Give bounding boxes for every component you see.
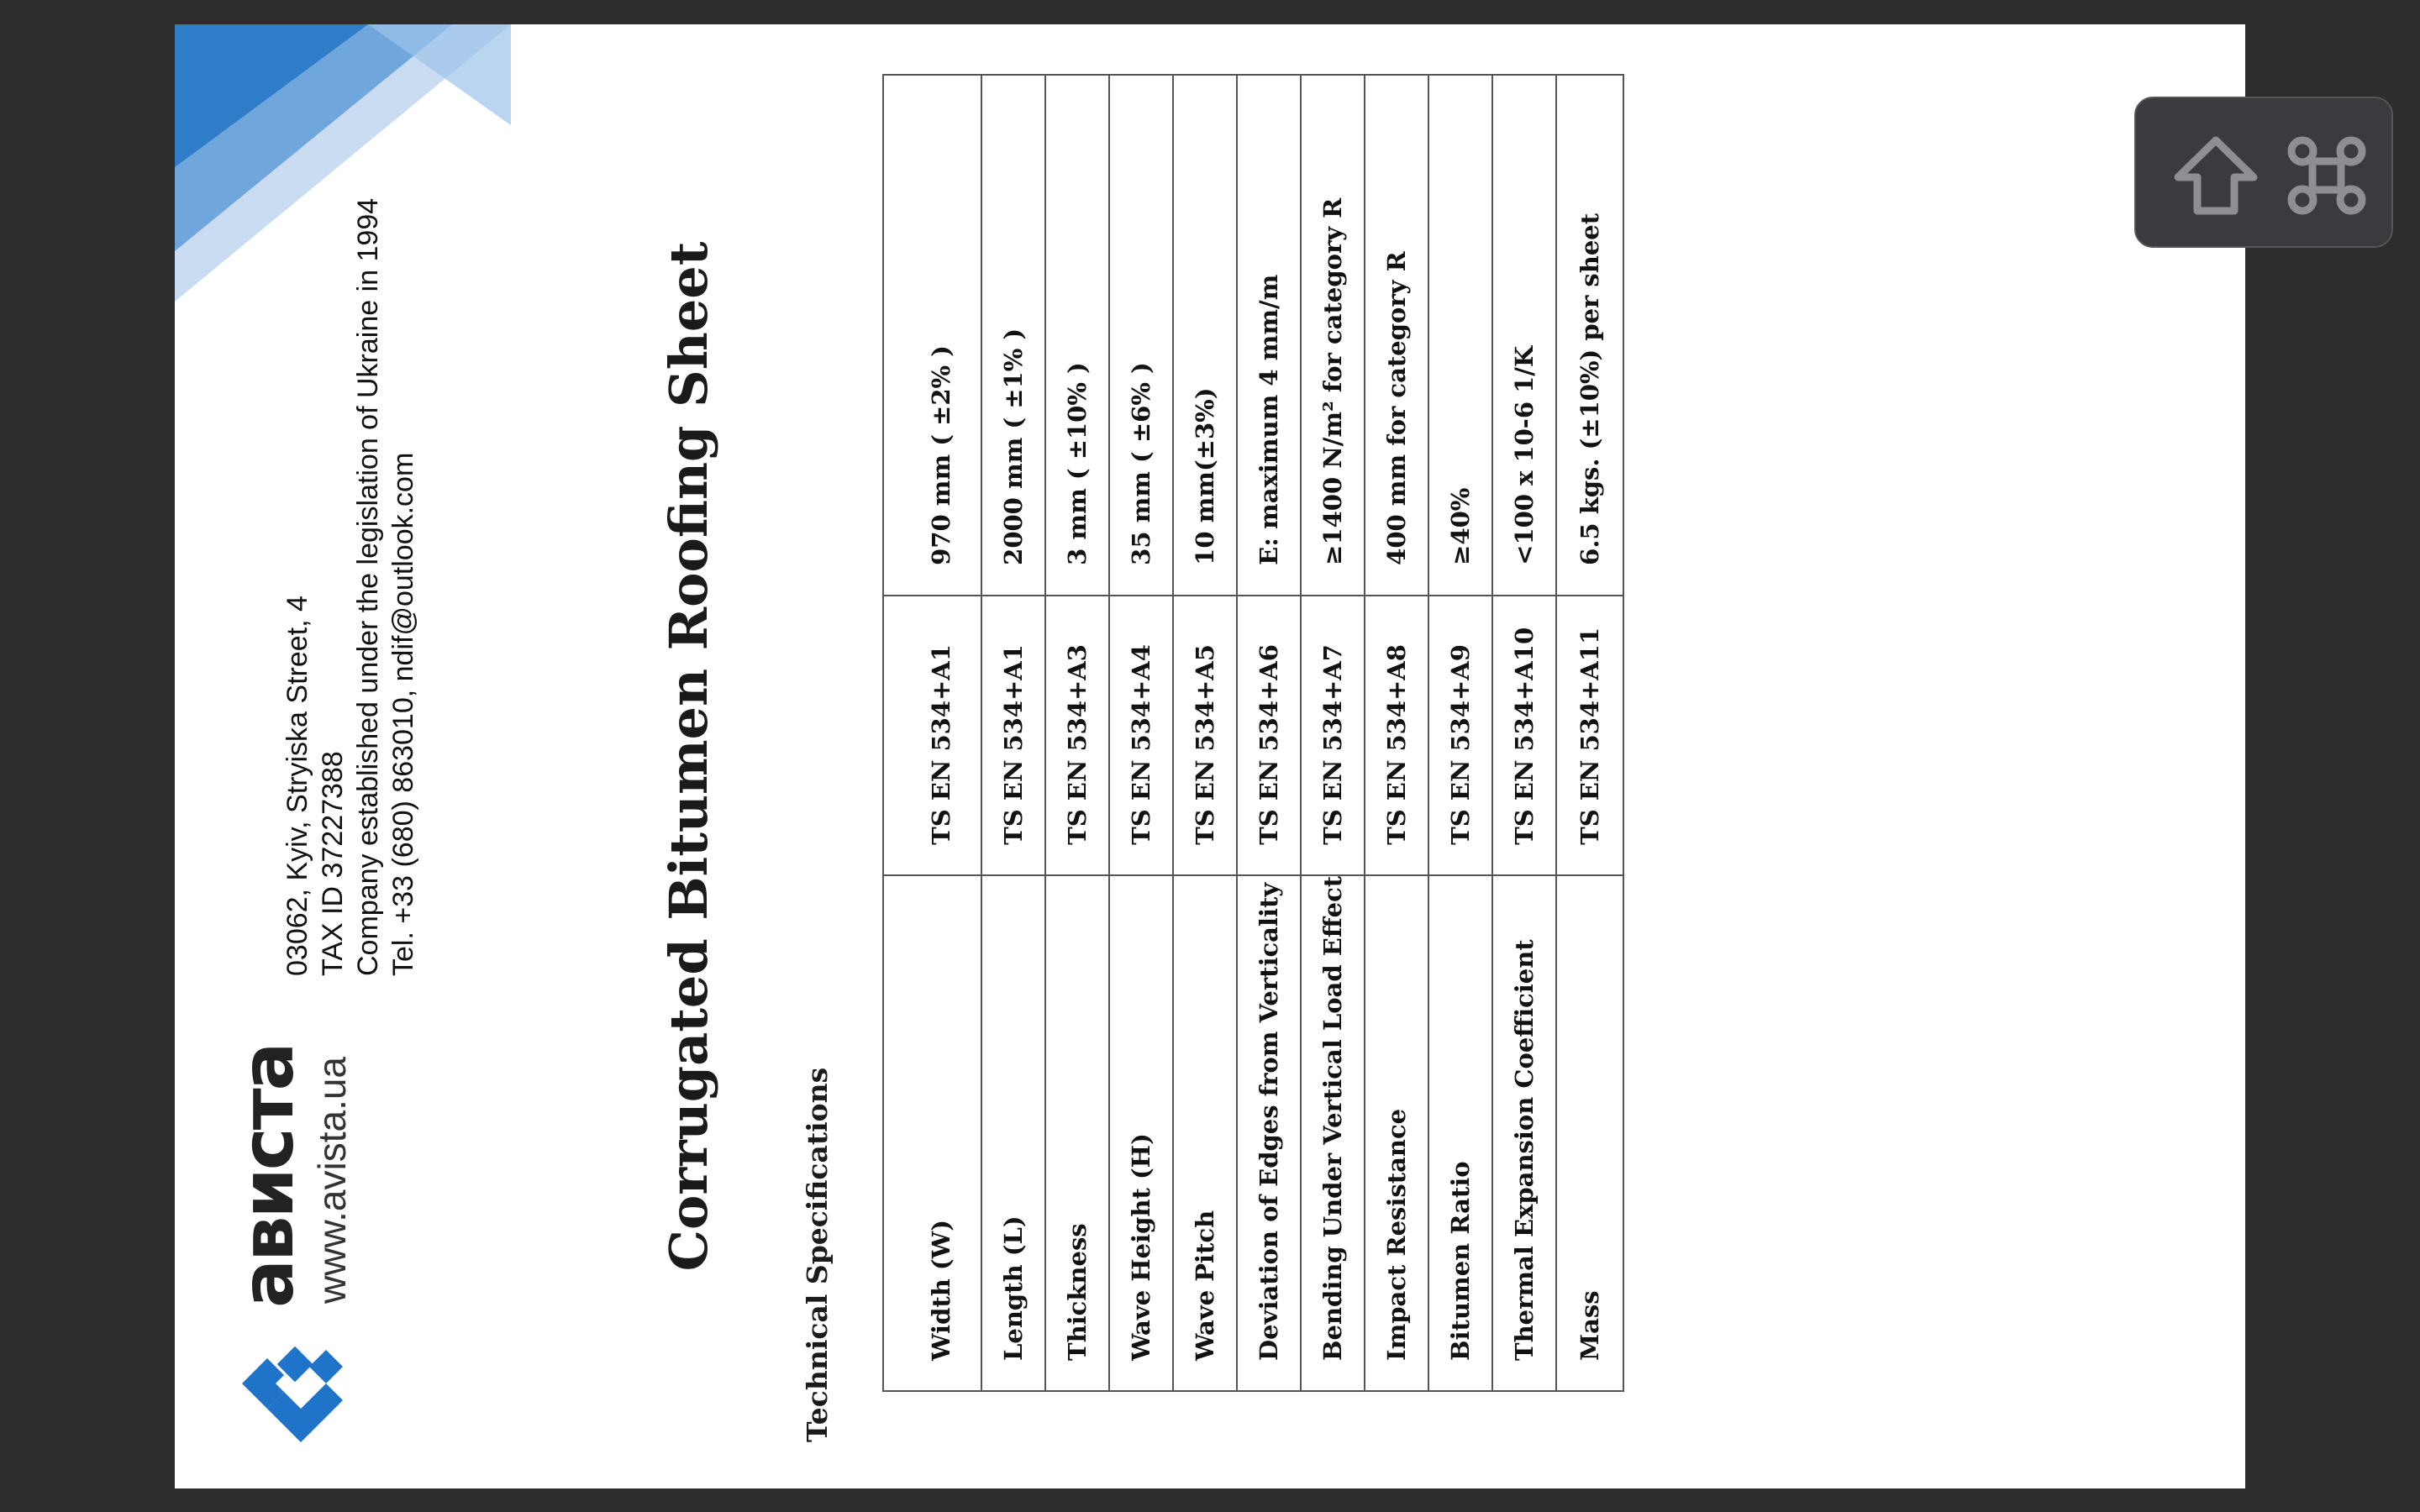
parameter-cell: Bending Under Vertical Load Effect: [1301, 875, 1365, 1391]
document-title: Corrugated Bitumen Roofing Sheet: [658, 241, 719, 1272]
value-cell: 2000 mm ( ±1% ): [981, 75, 1045, 596]
parameter-cell: Deviation of Edges from Verticality: [1237, 875, 1301, 1391]
standard-cell: TS EN 534+A1: [883, 596, 981, 875]
logo-text: ависта: [226, 1044, 310, 1308]
parameter-cell: Thickness: [1045, 875, 1109, 1391]
standard-cell: TS EN 534+A4: [1109, 596, 1173, 875]
value-cell: 400 mm for category R: [1365, 75, 1428, 596]
parameter-cell: Thermal Expansion Coefficient: [1492, 875, 1556, 1391]
table-row: [1492, 75, 1556, 1391]
value-cell: <100 x 10-6 1/K: [1492, 75, 1556, 596]
table-row: [1237, 75, 1301, 1391]
standard-cell: TS EN 534+A10: [1492, 596, 1556, 875]
standard-cell: TS EN 534+A11: [1556, 596, 1623, 875]
keyboard-shortcut-overlay: [2134, 97, 2393, 248]
standard-cell: TS EN 534+A7: [1301, 596, 1365, 875]
value-cell: 6.5 kgs. (±10%) per sheet: [1556, 75, 1623, 596]
document-page: [175, 24, 2245, 1488]
parameter-cell: Bitumen Ratio: [1428, 875, 1492, 1391]
parameter-cell: Impact Resistance: [1365, 875, 1428, 1391]
contact-line: Tel. +33 (680) 863010, ndif@outlook.com: [387, 452, 419, 976]
company-address: [280, 198, 421, 976]
table-row: [883, 75, 981, 1391]
shift-icon: [2170, 134, 2262, 218]
table-row: [1173, 75, 1237, 1391]
address-line: 03062, Kyiv, Stryiska Street, 4: [281, 596, 313, 976]
value-cell: 35 mm ( ±6% ): [1109, 75, 1173, 596]
value-cell: 3 mm ( ±10% ): [1045, 75, 1109, 596]
parameter-cell: Mass: [1556, 875, 1623, 1391]
parameter-cell: Wave Pitch: [1173, 875, 1237, 1391]
value-cell: 10 mm(±3%): [1173, 75, 1237, 596]
parameter-cell: Wave Height (H): [1109, 875, 1173, 1391]
company-website: www.avista.ua: [310, 1056, 354, 1304]
tax-id-line: TAX ID 37227388: [317, 751, 349, 976]
table-row: [1045, 75, 1109, 1391]
document-content: [175, 24, 2245, 1488]
specifications-table: [882, 74, 1624, 1392]
table-row: [1365, 75, 1428, 1391]
table-row: [1109, 75, 1173, 1391]
standard-cell: TS EN 534+A3: [1045, 596, 1109, 875]
standard-cell: TS EN 534+A8: [1365, 596, 1428, 875]
table-row: [1301, 75, 1365, 1391]
parameter-cell: Width (W): [883, 875, 981, 1391]
value-cell: 970 mm ( ±2% ): [883, 75, 981, 596]
value-cell: ≥1400 N/m² for category R: [1301, 75, 1365, 596]
table-row: [1428, 75, 1492, 1391]
company-logo: [225, 1005, 360, 1442]
parameter-cell: Length (L): [981, 875, 1045, 1391]
command-icon: [2281, 134, 2373, 218]
logo-mark-icon: [242, 1325, 360, 1442]
standard-cell: TS EN 534+A9: [1428, 596, 1492, 875]
standard-cell: TS EN 534+A6: [1237, 596, 1301, 875]
standard-cell: TS EN 534+A5: [1173, 596, 1237, 875]
table-row: [981, 75, 1045, 1391]
section-title: Technical Specifications: [801, 1067, 834, 1442]
standard-cell: TS EN 534+A1: [981, 596, 1045, 875]
value-cell: ≥40%: [1428, 75, 1492, 596]
value-cell: E: maximum 4 mm/m: [1237, 75, 1301, 596]
table-row: [1556, 75, 1623, 1391]
established-line: Company established under the legislation of Ukraine in 1994: [352, 197, 384, 976]
